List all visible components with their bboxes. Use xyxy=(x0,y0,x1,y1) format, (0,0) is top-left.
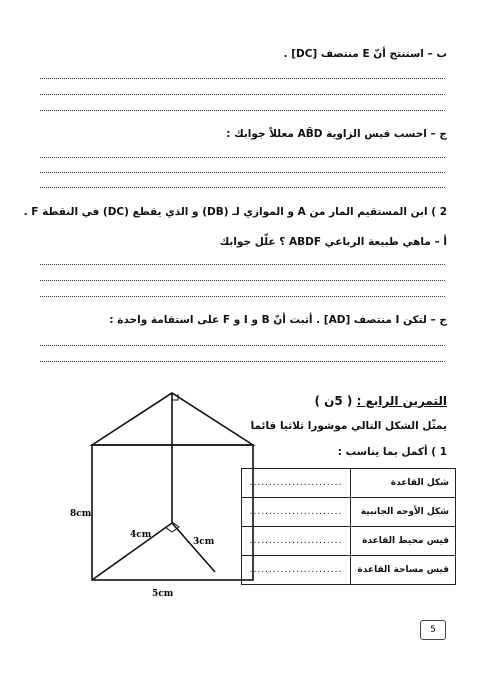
edge-label-5cm: 5cm xyxy=(152,589,174,599)
base-edge-right xyxy=(172,523,215,572)
exercise-statement: يمثّل الشكل التالي موشورا ثلاثيا قائما xyxy=(250,420,447,432)
exercise-task: 1 ) أكمل بما يناسب : xyxy=(337,446,447,458)
page-number: 5 xyxy=(420,620,446,640)
row-label: قيس مساحة القاعدة xyxy=(351,556,456,585)
row-label: شكل الأوجه الجانبية xyxy=(351,498,456,527)
question-c: ج – احسب قيس الزاوية AB̂D معللاً جوابك : xyxy=(226,128,447,140)
answer-cell[interactable]: ........................ xyxy=(242,498,351,527)
question-2c: ج – لتكن I منتصف [AD] . أثبت أنّ B و I و F على استقامة واحدة : xyxy=(109,314,447,326)
height-label: 8cm xyxy=(70,509,92,519)
row-label: قيس محيط القاعدة xyxy=(351,527,456,556)
question-2: 2 ) ابن المستقيم المار من A و الموازي لـ (DB) و الذي يقطع (DC) في النقطة F . xyxy=(23,206,447,218)
edge-label-3cm: 3cm xyxy=(193,537,215,547)
question-2a: أ – ماهي طبيعة الرباعي ABDF ؟ علّل جوابك xyxy=(219,236,447,248)
exercise-points: ( 5ن ) xyxy=(314,394,353,408)
exercise-title-text: التمرين الرابع : xyxy=(356,394,447,408)
question-b: ب – استنتج أنّ E منتصف [DC] . xyxy=(283,48,447,60)
answer-cell[interactable]: ........................ xyxy=(242,527,351,556)
edge-label-4cm: 4cm xyxy=(130,530,152,540)
row-label: شكل القاعدة xyxy=(351,469,456,498)
answer-cell[interactable]: ........................ xyxy=(242,556,351,585)
answer-cell[interactable]: ........................ xyxy=(242,469,351,498)
